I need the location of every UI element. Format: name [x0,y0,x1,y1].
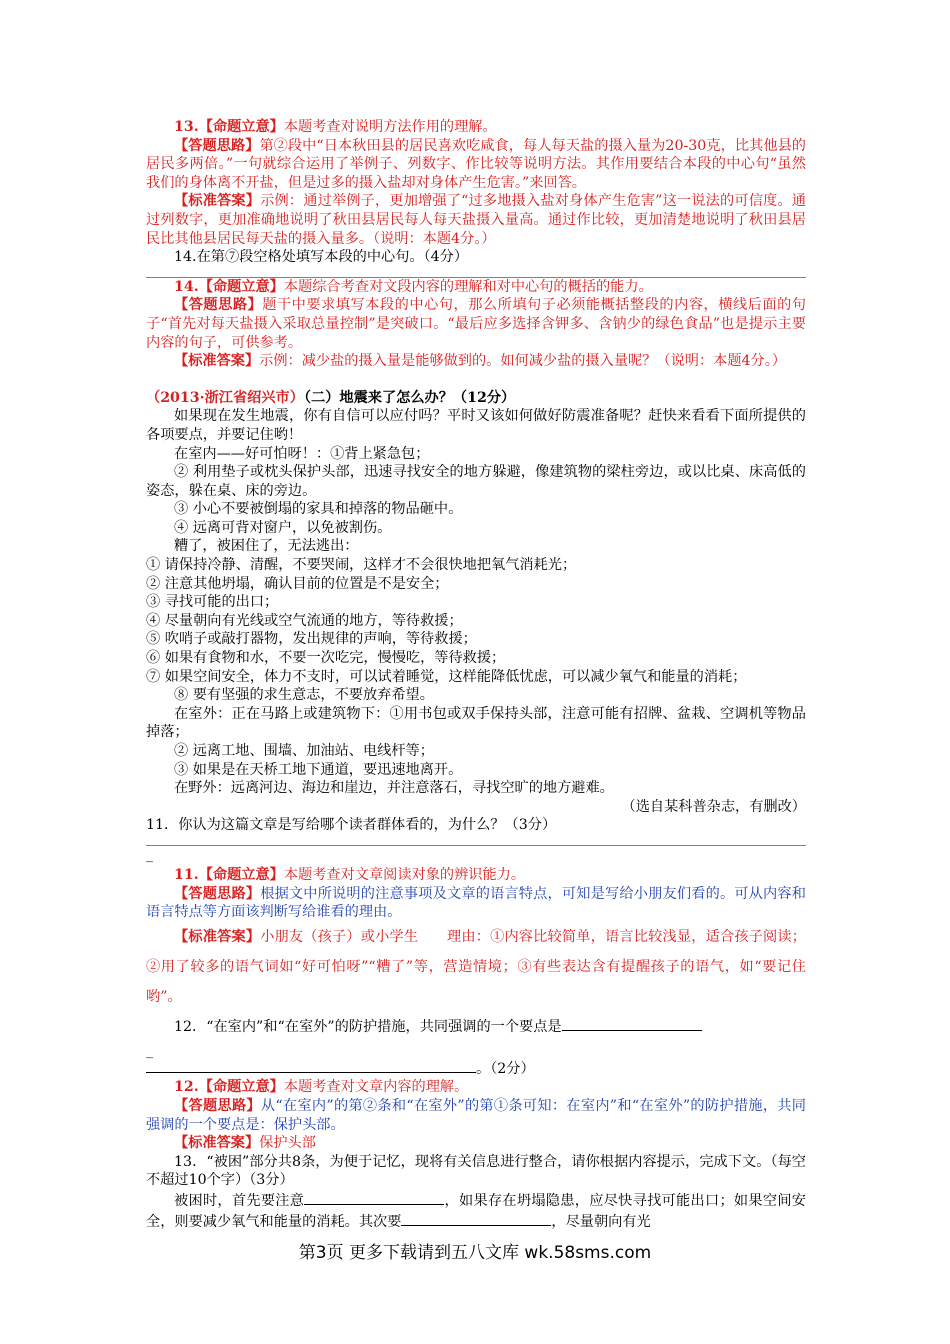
q12-answer [146,1134,806,1153]
page-content [146,118,806,1231]
q11-answer [146,922,806,1012]
passage-line: ⑦ 如果空间安全，体力不支时，可以试着睡觉，这样能降低忧虑，可以减少氧气和能量的消耗； [146,668,747,685]
intent-label: 【命题立意】 [198,119,284,135]
passage-line: 在室外：正在马路上或建筑物下：①用书包或双手保持头部，注意可能有招牌、盆栽、空调机等物品掉落； [146,705,806,741]
intent-label: 【命题立意】 [198,278,284,295]
approach-text: 根据文中所说明的注意事项及文章的语言特点，可知是写给小朋友们看的。可从内容和语言特点等方面该判断写给谁看的理由。 [146,885,806,921]
fill-blank[interactable] [401,1211,551,1226]
q13-approach [146,137,806,193]
fill-blank[interactable] [146,1058,476,1073]
approach-text: 题干中要求填写本段的中心句，那么所填句子必须能概括整段的内容，横线后面的句子“首先对每天盐摄入采取总量控制”是突破口。“最后应多选择含钾多、含钠少的绿色食品”也是提示主要内容的句子，可供参考。 [146,297,806,351]
passage-line: 在室内——好可怕呀！：①背上紧急包； [174,445,430,462]
intent-label: 【命题立意】 [198,1079,284,1096]
passage-line: ③ 如果是在天桥工地下通道，要迅速地离开。 [174,761,463,778]
approach-label: 【答题思路】 [174,137,260,154]
passage-line: ④ 远离可背对窗户，以免被割伤。 [174,519,392,536]
q12-text: 12．“在室内”和“在室外”的防护措施，共同强调的一个要点是 [174,1018,562,1035]
q11-intent [146,866,806,885]
q14-intent [146,278,806,297]
answer-text: 小朋友（孩子）或小学生 理由：①内容比较简单，语言比较浅显，适合孩子阅读；②用了较多的语气词如“好可怕呀”“糟了”等，营造情境；③有些表达含有提醒孩子的语气，如“要记住哟”。 [146,928,806,1005]
passage-line: ② 注意其他坍塌，确认目前的位置是不是安全； [146,575,449,592]
q13-intent [146,118,806,137]
fill-text: ，尽量朝向有光 [551,1213,651,1230]
answer-line [146,845,806,846]
passage-line: ⑤ 吹哨子或敲打器物，发出规律的声响，等待救援； [146,631,477,648]
answer-label: 【标准答案】 [174,1135,260,1152]
answer-text: 保护头部 [259,1135,316,1152]
q12-approach [146,1097,806,1134]
passage-line: 如果现在发生地震，你有自信可以应付吗？平时又该如何做好防震准备呢？赶快来看看下面所提供的各项要点，并要记住哟！ [146,408,806,443]
passage-line: 在野外：远离河边、海边和崖边，并注意落石，寻找空旷的地方避难。 [174,780,614,797]
q12-number: 12. [174,1079,199,1096]
fill-text: 被困时，首先要注意 [174,1192,305,1209]
q11-question: 11．你认为这篇文章是写给哪个读者群体看的，为什么？（3分） [146,817,557,834]
q14-approach [146,296,806,352]
approach-label: 【答题思路】 [174,885,261,902]
answer-label: 【标准答案】 [174,353,260,370]
passage-line: ⑧ 要有坚强的求生意志，不要放弃希望。 [174,687,434,704]
citation: （选自某科普杂志，有删改） [621,798,806,815]
answer-label: 【标准答案】 [174,193,261,210]
intent-text: 本题考查对说明方法作用的理解。 [283,119,497,135]
q14-question: 14.在第⑦段空格处填写本段的中心句。（4分） [174,249,469,266]
q13-question: 13．“被困”部分共8条，为便于记忆，现将有关信息进行整合，请你根据内容提示，完成下文。（每空不超过10个字）（3分） [146,1153,806,1189]
section-heading [146,389,806,408]
intent-text: 本题综合考查对文段内容的理解和对中心句的概括的能力。 [283,278,653,295]
q13-fill [146,1190,806,1231]
q13-number: 13. [174,119,199,135]
passage-line: ④ 尽量朝向有光线或空气流通的地方，等待救援； [146,612,463,629]
section-title: （二）地震来了怎么办？（12分） [303,389,516,406]
passage-line: ② 利用垫子或枕头保护头部，迅速寻找安全的地方躲避，像建筑物的梁柱旁边，或以比桌、床高低的姿态，躲在桌、床的旁边。 [146,464,806,499]
q11-number: 11. [174,866,199,883]
q12-intent [146,1078,806,1097]
approach-label: 【答题思路】 [174,1097,261,1114]
intent-text: 本题考查对文章阅读对象的辨识能力。 [283,866,526,883]
q12-end [146,1058,806,1079]
q14-answer [146,352,806,371]
intent-text: 本题考查对文章内容的理解。 [283,1079,469,1096]
answer-text: 示例：减少盐的摄入量是能够做到的。如何减少盐的摄入量呢？（说明：本题4分。） [259,353,787,370]
approach-label: 【答题思路】 [174,297,263,314]
passage-line: ⑥ 如果有食物和水，不要一次吃完，慢慢吃，等待救援； [146,650,506,667]
q14-number: 14. [174,278,199,295]
page-footer: 第3页 更多下载请到五八文库 wk.58sms.com [298,1243,652,1263]
passage-line: ② 远离工地、围墙、加油站、电线杆等； [174,743,434,759]
passage-line: ③ 小心不要被倒塌的家具和掉落的物品砸中。 [174,501,463,518]
approach-text: 从“在室内”的第②条和“在室外”的第①条可知：在室内”和“在室外”的防护措施，共同强调的一个要点是：保护头部。 [146,1097,806,1133]
q13-answer [146,192,806,248]
fill-text: ，如果存在坍塌隐患，应尽快寻找可能出口；如果空间安全，则要减少氧气和能量的消耗。其次要 [146,1192,806,1230]
answer-line-tail: _ [146,846,153,863]
answer-text: 示例：通过举例子，更加增强了“过多地摄入盐对身体产生危害”这一说法的可信度。通过列数字，更加准确地说明了秋田县居民每人每天盐摄入量高。通过作比较，更加清楚地说明了秋田县居民比其他县居民每天盐的摄入量多。（说明：本题4分。） [146,193,806,247]
intent-label: 【命题立意】 [198,866,284,883]
section-source: （2013·浙江省绍兴市） [146,389,304,406]
fill-blank[interactable] [304,1190,444,1205]
passage-line: ① 请保持冷静、清醒，不要哭闹，这样才不会很快地把氧气消耗光； [146,557,577,574]
q12-points: 。（2分） [476,1060,535,1077]
answer-label: 【标准答案】 [174,928,261,945]
fill-blank[interactable] [562,1016,702,1031]
answer-line-tail: _ [146,1042,153,1059]
passage-line: ③ 寻找可能的出口； [146,594,279,611]
q11-approach [146,885,806,922]
passage-line: 糟了，被困住了，无法逃出： [174,538,359,555]
q12-question [146,1012,806,1042]
approach-text: 第②段中“日本秋田县的居民喜欢吃咸食，每人每天盐的摄入量为20-30克，比其他县的居民多两倍。”一句就综合运用了举例子、列数字、作比较等说明方法。其作用要结合本段的中心句“虽然我们的身体离不开盐，但是过多的摄入盐却对身体产生危害。”来回答。 [146,137,806,191]
